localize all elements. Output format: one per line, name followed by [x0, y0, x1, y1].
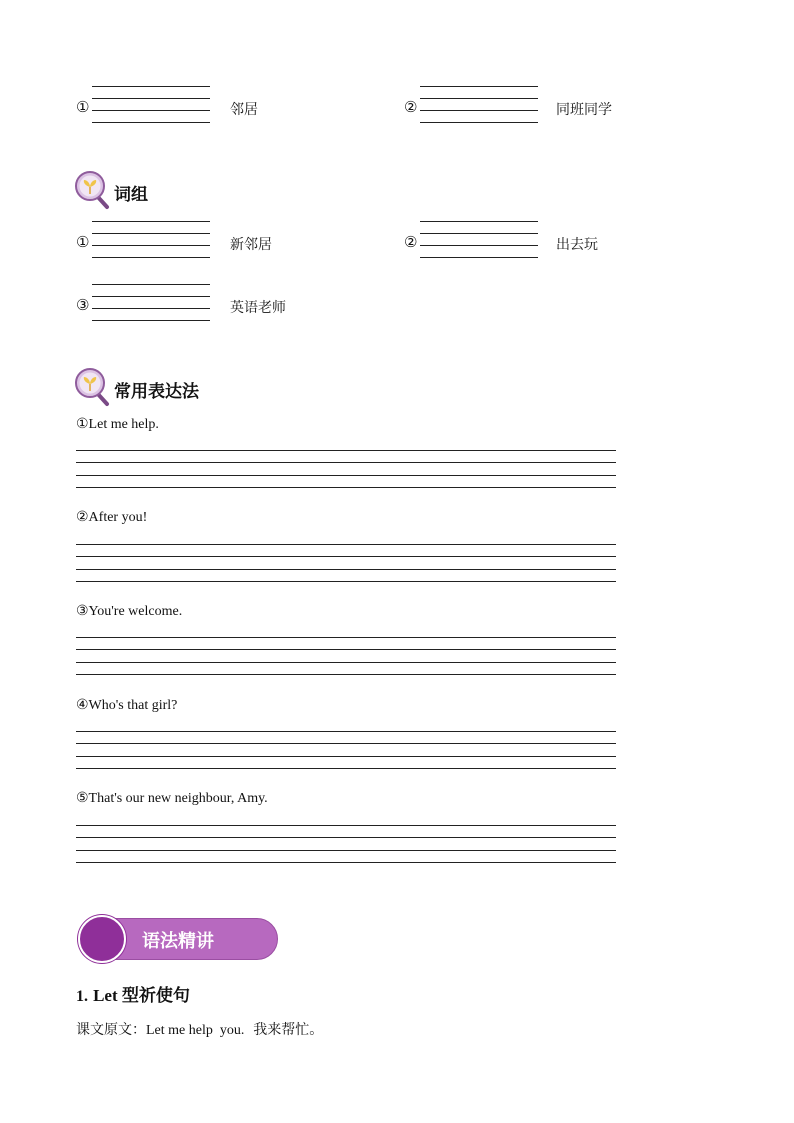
phrase-item-2-meaning: 出去玩	[556, 237, 598, 253]
vocab-item-2-number: ②	[404, 98, 418, 116]
vocab-item-1-meaning: 邻居	[230, 102, 258, 118]
grammar-heading	[76, 981, 190, 1006]
expression-5-answer-lines[interactable]	[76, 825, 616, 865]
expressions-title: 常用表达法	[114, 382, 199, 402]
vocab-item-1-answer-lines[interactable]	[92, 86, 210, 126]
expression-1-answer-lines[interactable]	[76, 450, 616, 490]
phrase-item-3-number: ③	[76, 296, 90, 314]
phrase-item-1-answer-lines[interactable]	[92, 221, 210, 261]
grammar-banner-label: 语法精讲	[142, 931, 214, 952]
phrase-item-3-answer-lines[interactable]	[92, 284, 210, 324]
grammar-heading-text: Let 型祈使句	[93, 986, 190, 1005]
expression-2-answer-lines[interactable]	[76, 544, 616, 584]
vocab-item-1-number: ①	[76, 98, 90, 116]
expression-4-text: ④Who's that girl?	[76, 698, 178, 713]
grammar-source-english: Let me help you.	[146, 1023, 245, 1038]
grammar-source-label: 课文原文：	[76, 1022, 146, 1038]
vocab-item-2-answer-lines[interactable]	[420, 86, 538, 126]
grammar-heading-number: 1.	[76, 988, 88, 1005]
grammar-banner	[78, 915, 280, 961]
magnifier-sprout-icon	[74, 367, 110, 407]
expression-4-answer-lines[interactable]	[76, 731, 616, 771]
phrases-title: 词组	[114, 185, 148, 205]
phrase-item-1-number: ①	[76, 233, 90, 251]
vocab-item-2-meaning: 同班同学	[556, 102, 612, 118]
grammar-source-line	[76, 1019, 323, 1039]
phrase-item-2-number: ②	[404, 233, 418, 251]
expression-3-text: ③You're welcome.	[76, 604, 183, 619]
phrase-item-2-answer-lines[interactable]	[420, 221, 538, 261]
grammar-source-chinese: 我来帮忙。	[253, 1022, 324, 1038]
magnifier-sprout-icon	[74, 170, 110, 210]
phrase-item-1-meaning: 新邻居	[230, 237, 272, 253]
expression-5-text: ⑤That's our new neighbour, Amy.	[76, 791, 268, 806]
grammar-banner-circle	[78, 915, 126, 963]
expression-3-answer-lines[interactable]	[76, 637, 616, 677]
expression-2-text: ②After you!	[76, 510, 148, 525]
phrase-item-3-meaning: 英语老师	[230, 300, 286, 316]
expression-1-text: ①Let me help.	[76, 417, 159, 432]
